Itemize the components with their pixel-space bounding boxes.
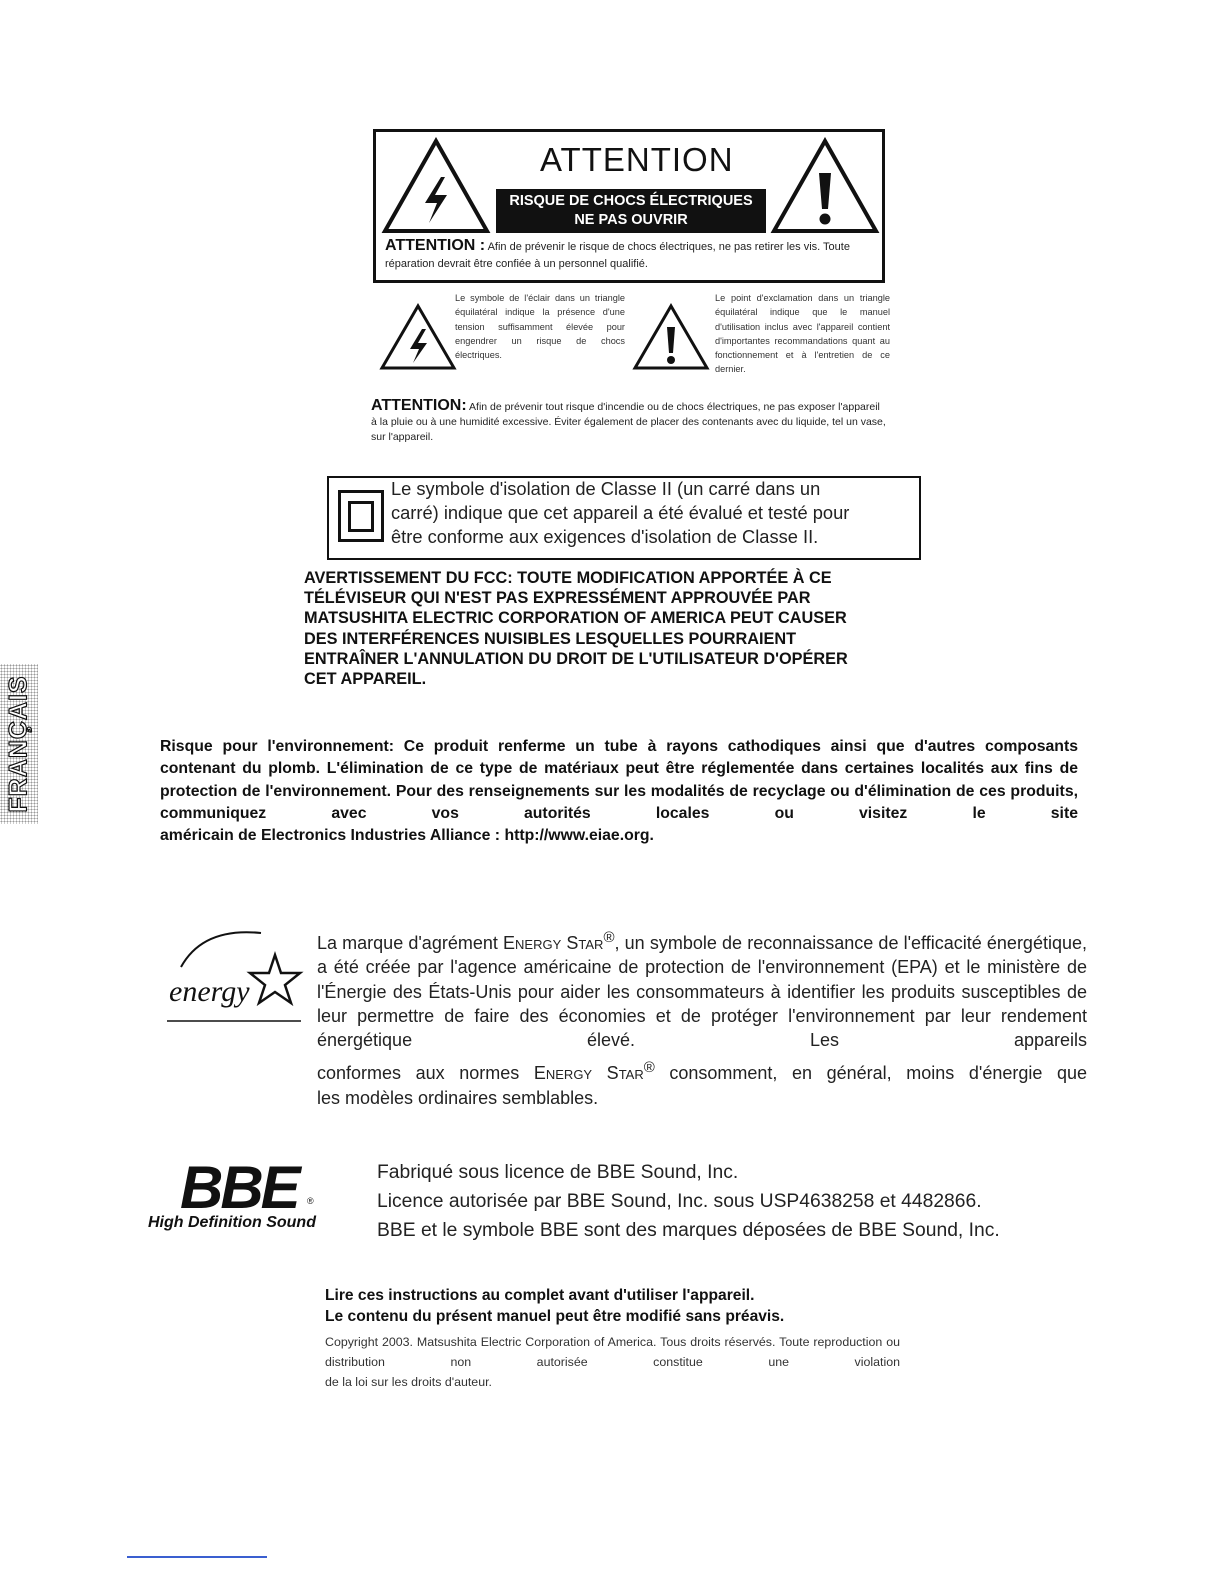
fire-warning-text: Afin de prévenir tout risque d'incendie ou de chocs électriques, ne pas exposer l'appareil à la pluie ou à une humidité excessive. Éviter également de placer des contenants avec du liquide, tel un vase, sur l'appareil.	[371, 401, 886, 443]
fcc-line: AVERTISSEMENT DU FCC: TOUTE MODIFICATION APPORTÉE À CE	[304, 569, 832, 587]
footer-rule	[127, 1556, 267, 1558]
copyright-last-line: de la loi sur les droits d'auteur.	[325, 1375, 492, 1389]
read-instructions	[325, 1285, 925, 1327]
energy-logo-script: energy	[169, 975, 250, 1008]
language-label: FRANÇAIS	[4, 675, 33, 813]
bbe-line-1: Fabriqué sous licence de BBE Sound, Inc.	[377, 1162, 739, 1183]
exclamation-symbol-icon	[632, 303, 710, 371]
registered-mark: ®	[603, 929, 615, 946]
fcc-line: ENTRAÎNER L'ANNULATION DU DROIT DE L'UTILISATEUR D'OPÉRER	[304, 649, 848, 668]
bbe-line-2: Licence autorisée par BBE Sound, Inc. sous USP4638258 et 4482866.	[377, 1191, 982, 1212]
bbe-line-3: BBE et le symbole BBE sont des marques déposées de BBE Sound, Inc.	[377, 1220, 1000, 1241]
banner-line-1: RISQUE DE CHOCS ÉLECTRIQUES	[509, 193, 753, 209]
bbe-registered-mark: ®	[307, 1196, 314, 1206]
attention-label: ATTENTION :	[385, 237, 486, 254]
energy-star-logo-icon	[163, 925, 308, 1025]
shock-risk-banner	[496, 189, 766, 233]
energy-text-part: consomment, en général, moins d'énergie que	[669, 1063, 1087, 1084]
environment-notice	[160, 736, 1078, 847]
attention-title: ATTENTION	[540, 141, 734, 178]
fcc-line: CET APPAREIL.	[304, 670, 427, 689]
attention-box-text	[385, 237, 881, 273]
read-line-2: Le contenu du présent manuel peut être modifié sans préavis.	[325, 1308, 785, 1325]
registered-mark: ®	[643, 1059, 655, 1077]
copyright-notice	[325, 1332, 900, 1392]
energy-star-brand: Energy Star	[533, 1063, 644, 1084]
fcc-warning	[304, 568, 944, 689]
energy-text-part: conformes aux normes	[317, 1063, 520, 1084]
read-line-1: Lire ces instructions au complet avant d'utiliser l'appareil.	[325, 1287, 755, 1304]
lightning-symbol-icon	[379, 303, 457, 371]
class-ii-line-3: être conforme aux exigences d'isolation de Classe II.	[391, 526, 819, 547]
environment-text: Risque pour l'environnement: Ce produit renferme un tube à rayons cathodiques ainsi que d'autres composants contenant du plomb. L'élimination de ce type de matériaux peut être réglementée dans certaines localités aux fins de protection de l'environnement. Pour des renseignements sur les modalités de recyclage ou d'élimination de ces produits, communiquez avec vos autorités locales ou visitez le site	[160, 738, 1078, 822]
language-side-tab	[0, 664, 38, 824]
class-ii-text	[391, 477, 916, 549]
banner-line-2: NE PAS OUVRIR	[574, 212, 688, 228]
lightning-warning-icon	[381, 137, 491, 235]
fcc-line: TÉLÉVISEUR QUI N'EST PAS EXPRESSÉMENT APPROUVÉE PAR	[304, 589, 811, 608]
copyright-text: Copyright 2003. Matsushita Electric Corporation of America. Tous droits réservés. Toute reproduction ou distribution non autorisée constitue une violation	[325, 1335, 900, 1369]
attention-body: Afin de prévenir le risque de chocs électriques, ne pas retirer les vis. Toute réparation devrait être confiée à un personnel qualifié.	[385, 241, 850, 270]
energy-star-text	[317, 926, 1087, 1110]
fcc-line: MATSUSHITA ELECTRIC CORPORATION OF AMERICA PEUT CAUSER	[304, 609, 847, 628]
energy-paragraph-2	[317, 1056, 1087, 1085]
bbe-tagline: High Definition Sound	[148, 1214, 316, 1231]
bbe-license-text	[377, 1158, 1097, 1245]
energy-text-part: La marque d'agrément	[317, 933, 498, 953]
fcc-line: DES INTERFÉRENCES NUISIBLES LESQUELLES POURRAIENT	[304, 629, 797, 648]
exclamation-symbol-description: Le point d'exclamation dans un triangle équilatéral indique que le manuel d'utilisation inclus avec l'appareil contient d'importantes recommandations quant au fonctionnement et à l'entretien de ce dernier.	[715, 293, 890, 375]
class-ii-line-2: carré) indique que cet appareil a été évalué et testé pour	[391, 502, 850, 523]
exclamation-warning-icon	[770, 137, 880, 235]
energy-star-brand: Energy Star	[503, 933, 604, 953]
energy-paragraph-1	[317, 926, 1087, 1052]
lightning-symbol-description: Le symbole de l'éclair dans un triangle équilatéral indique la présence d'une tension suffisamment élevée pour engendrer un risque de chocs électriques.	[455, 293, 625, 361]
energy-last-line: les modèles ordinaires semblables.	[317, 1087, 599, 1108]
fire-warning	[371, 398, 887, 445]
bbe-logo: BBE	[180, 1154, 298, 1221]
class-ii-line-1: Le symbole d'isolation de Classe II (un carré dans un	[391, 478, 821, 499]
class-ii-inner-square-icon	[348, 501, 374, 532]
energy-text-part: , un symbole de reconnaissance de l'efficacité énergétique, a été créée par l'agence américaine de protection de l'environnement (EPA) et le ministère de l'Énergie des États-Unis pour aider les consommateurs à identifier les produits susceptibles de leur permettre de faire des économies et de protéger l'environnement par leur rendement énergétique élevé. Les appareils	[317, 933, 1087, 1051]
fire-warning-label: ATTENTION:	[371, 397, 467, 414]
environment-last-line: américain de Electronics Industries Alliance : http://www.eiae.org.	[160, 827, 654, 845]
